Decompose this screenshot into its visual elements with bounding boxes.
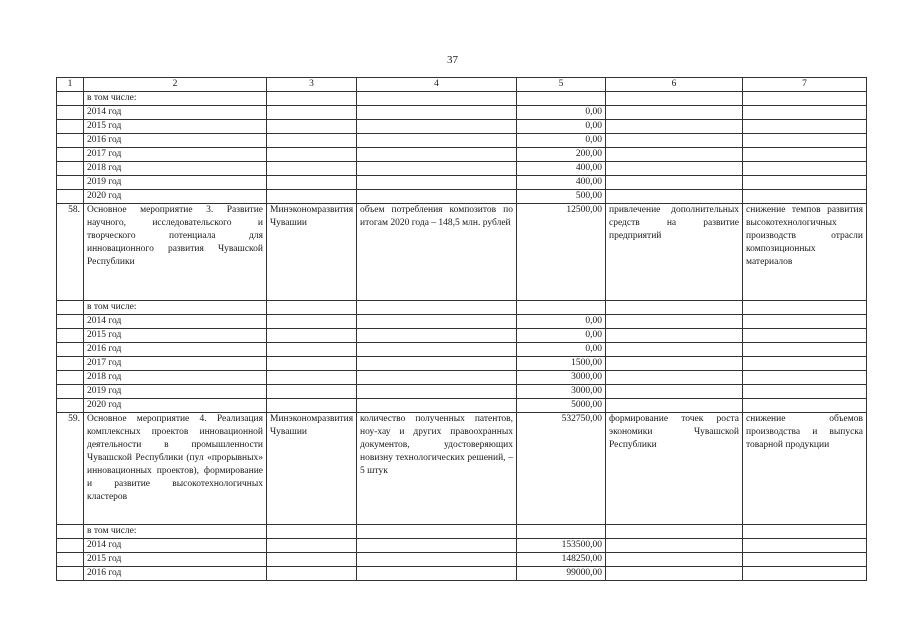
empty-cell [267, 106, 357, 120]
funding-row [57, 343, 867, 357]
empty-cell [357, 315, 517, 329]
empty-cell [267, 357, 357, 371]
funding-amount: 400,00 [517, 162, 606, 176]
activity-amount: 12500,00 [517, 204, 606, 301]
funding-row [57, 176, 867, 190]
activity-indicator: количество полученных патентов, ноу-хау и других правоохранных документов, удостоверяющих новизну технологических решений, – 5 штук [357, 413, 517, 525]
empty-cell [357, 539, 517, 553]
funding-year-label: 2014 год [84, 539, 267, 553]
empty-cell [57, 106, 84, 120]
empty-cell [57, 357, 84, 371]
empty-cell [357, 106, 517, 120]
activity-effect: снижение объемов производства и выпуска товарной продукции [743, 413, 867, 525]
funding-row [57, 357, 867, 371]
funding-year-label: 2019 год [84, 385, 267, 399]
empty-cell [606, 553, 743, 567]
activity-row [57, 204, 867, 301]
empty-cell [267, 315, 357, 329]
activity-indicator: объем потребления композитов по итогам 2020 года – 148,5 млн. рублей [357, 204, 517, 301]
empty-cell [606, 301, 743, 315]
column-number: 7 [743, 78, 867, 92]
column-number: 1 [57, 78, 84, 92]
empty-cell [57, 120, 84, 134]
column-number: 4 [357, 78, 517, 92]
empty-cell [57, 385, 84, 399]
empty-cell [267, 190, 357, 204]
empty-cell [743, 92, 867, 106]
funding-amount: 200,00 [517, 148, 606, 162]
empty-cell [267, 539, 357, 553]
funding-amount [517, 525, 606, 539]
funding-year-label: 2016 год [84, 343, 267, 357]
funding-row [57, 162, 867, 176]
funding-row [57, 301, 867, 315]
empty-cell [57, 525, 84, 539]
empty-cell [267, 553, 357, 567]
empty-cell [357, 399, 517, 413]
funding-amount: 500,00 [517, 190, 606, 204]
empty-cell [743, 134, 867, 148]
funding-amount: 1500,00 [517, 357, 606, 371]
funding-amount: 0,00 [517, 106, 606, 120]
funding-row [57, 539, 867, 553]
empty-cell [357, 385, 517, 399]
empty-cell [743, 525, 867, 539]
funding-year-label: 2018 год [84, 162, 267, 176]
empty-cell [606, 162, 743, 176]
empty-cell [743, 176, 867, 190]
empty-cell [57, 329, 84, 343]
program-activities-table [56, 77, 867, 581]
empty-cell [606, 525, 743, 539]
activity-number: 58. [57, 204, 84, 301]
funding-amount: 3000,00 [517, 385, 606, 399]
funding-year-label: 2020 год [84, 190, 267, 204]
funding-amount: 148250,00 [517, 553, 606, 567]
funding-year-label: 2020 год [84, 399, 267, 413]
funding-year-label: 2017 год [84, 357, 267, 371]
funding-year-label: 2019 год [84, 176, 267, 190]
empty-cell [357, 553, 517, 567]
empty-cell [267, 134, 357, 148]
activity-name: Основное мероприятие 4. Реализация комплексных проектов инновационной деятельности в промышленности Чувашской Республики (пул «прорывных» инновационных проектов), формирование и развитие высокотехнологичных кластеров [84, 413, 267, 525]
activity-amount: 532750,00 [517, 413, 606, 525]
empty-cell [267, 162, 357, 176]
empty-cell [606, 315, 743, 329]
empty-cell [606, 385, 743, 399]
empty-cell [57, 301, 84, 315]
funding-amount: 0,00 [517, 120, 606, 134]
empty-cell [606, 343, 743, 357]
empty-cell [606, 134, 743, 148]
funding-row [57, 134, 867, 148]
column-number: 6 [606, 78, 743, 92]
empty-cell [57, 539, 84, 553]
empty-cell [606, 176, 743, 190]
empty-cell [743, 190, 867, 204]
empty-cell [267, 148, 357, 162]
activity-row [57, 413, 867, 525]
empty-cell [743, 357, 867, 371]
activity-executor: Минэкономразвития Чувашии [267, 413, 357, 525]
empty-cell [57, 343, 84, 357]
activity-name: Основное мероприятие 3. Развитие научного, исследовательского и творческого потенциала для инновационного развития Чувашской Республики [84, 204, 267, 301]
funding-year-label: 2016 год [84, 567, 267, 581]
empty-cell [357, 92, 517, 106]
funding-amount: 0,00 [517, 329, 606, 343]
funding-row [57, 385, 867, 399]
empty-cell [743, 399, 867, 413]
funding-year-label: 2018 год [84, 371, 267, 385]
funding-amount [517, 301, 606, 315]
empty-cell [57, 399, 84, 413]
empty-cell [267, 525, 357, 539]
funding-row [57, 399, 867, 413]
column-number: 3 [267, 78, 357, 92]
empty-cell [606, 106, 743, 120]
empty-cell [57, 553, 84, 567]
activity-number: 59. [57, 413, 84, 525]
funding-year-label: 2015 год [84, 120, 267, 134]
empty-cell [743, 106, 867, 120]
funding-row [57, 190, 867, 204]
empty-cell [57, 567, 84, 581]
empty-cell [357, 567, 517, 581]
empty-cell [357, 329, 517, 343]
funding-row [57, 120, 867, 134]
empty-cell [743, 329, 867, 343]
column-number-row [57, 78, 867, 92]
funding-amount: 400,00 [517, 176, 606, 190]
empty-cell [267, 399, 357, 413]
empty-cell [357, 176, 517, 190]
funding-row [57, 315, 867, 329]
empty-cell [606, 92, 743, 106]
empty-cell [743, 385, 867, 399]
empty-cell [267, 301, 357, 315]
empty-cell [357, 371, 517, 385]
empty-cell [57, 92, 84, 106]
funding-row [57, 553, 867, 567]
empty-cell [743, 148, 867, 162]
empty-cell [57, 371, 84, 385]
empty-cell [357, 162, 517, 176]
funding-year-label: 2015 год [84, 329, 267, 343]
empty-cell [357, 190, 517, 204]
empty-cell [357, 120, 517, 134]
empty-cell [357, 525, 517, 539]
empty-cell [743, 553, 867, 567]
empty-cell [743, 539, 867, 553]
funding-year-label: в том числе: [84, 525, 267, 539]
empty-cell [743, 315, 867, 329]
funding-amount: 5000,00 [517, 399, 606, 413]
funding-amount: 0,00 [517, 315, 606, 329]
empty-cell [267, 92, 357, 106]
funding-row [57, 92, 867, 106]
empty-cell [57, 190, 84, 204]
funding-year-label: 2017 год [84, 148, 267, 162]
funding-row [57, 148, 867, 162]
funding-row [57, 567, 867, 581]
empty-cell [606, 567, 743, 581]
empty-cell [357, 357, 517, 371]
empty-cell [606, 399, 743, 413]
funding-year-label: в том числе: [84, 301, 267, 315]
empty-cell [606, 148, 743, 162]
empty-cell [743, 162, 867, 176]
funding-amount: 153500,00 [517, 539, 606, 553]
funding-year-label: 2014 год [84, 106, 267, 120]
empty-cell [267, 343, 357, 357]
funding-row [57, 329, 867, 343]
funding-amount: 3000,00 [517, 371, 606, 385]
empty-cell [357, 343, 517, 357]
empty-cell [743, 343, 867, 357]
funding-row [57, 106, 867, 120]
funding-year-label: 2016 год [84, 134, 267, 148]
empty-cell [743, 120, 867, 134]
funding-year-label: в том числе: [84, 92, 267, 106]
funding-year-label: 2015 год [84, 553, 267, 567]
empty-cell [267, 329, 357, 343]
empty-cell [267, 120, 357, 134]
empty-cell [267, 385, 357, 399]
empty-cell [606, 190, 743, 204]
page-number: 37 [447, 54, 458, 66]
funding-year-label: 2014 год [84, 315, 267, 329]
empty-cell [57, 148, 84, 162]
empty-cell [743, 567, 867, 581]
empty-cell [357, 134, 517, 148]
funding-amount: 0,00 [517, 134, 606, 148]
empty-cell [606, 539, 743, 553]
funding-amount: 99000,00 [517, 567, 606, 581]
column-number: 2 [84, 78, 267, 92]
empty-cell [606, 357, 743, 371]
column-number: 5 [517, 78, 606, 92]
activity-result: формирование точек роста экономики Чувашской Республики [606, 413, 743, 525]
empty-cell [267, 371, 357, 385]
empty-cell [606, 371, 743, 385]
empty-cell [606, 120, 743, 134]
empty-cell [267, 567, 357, 581]
empty-cell [743, 371, 867, 385]
empty-cell [57, 176, 84, 190]
activity-effect: снижение темпов развития высокотехнологичных производств отрасли композиционных материалов [743, 204, 867, 301]
empty-cell [267, 176, 357, 190]
funding-row [57, 525, 867, 539]
funding-amount: 0,00 [517, 343, 606, 357]
empty-cell [357, 148, 517, 162]
empty-cell [357, 301, 517, 315]
empty-cell [57, 134, 84, 148]
empty-cell [57, 162, 84, 176]
funding-row [57, 371, 867, 385]
funding-amount [517, 92, 606, 106]
empty-cell [57, 315, 84, 329]
empty-cell [606, 329, 743, 343]
activity-executor: Минэкономразвития Чувашии [267, 204, 357, 301]
activity-result: привлечение дополнительных средств на развитие предприятий [606, 204, 743, 301]
empty-cell [743, 301, 867, 315]
